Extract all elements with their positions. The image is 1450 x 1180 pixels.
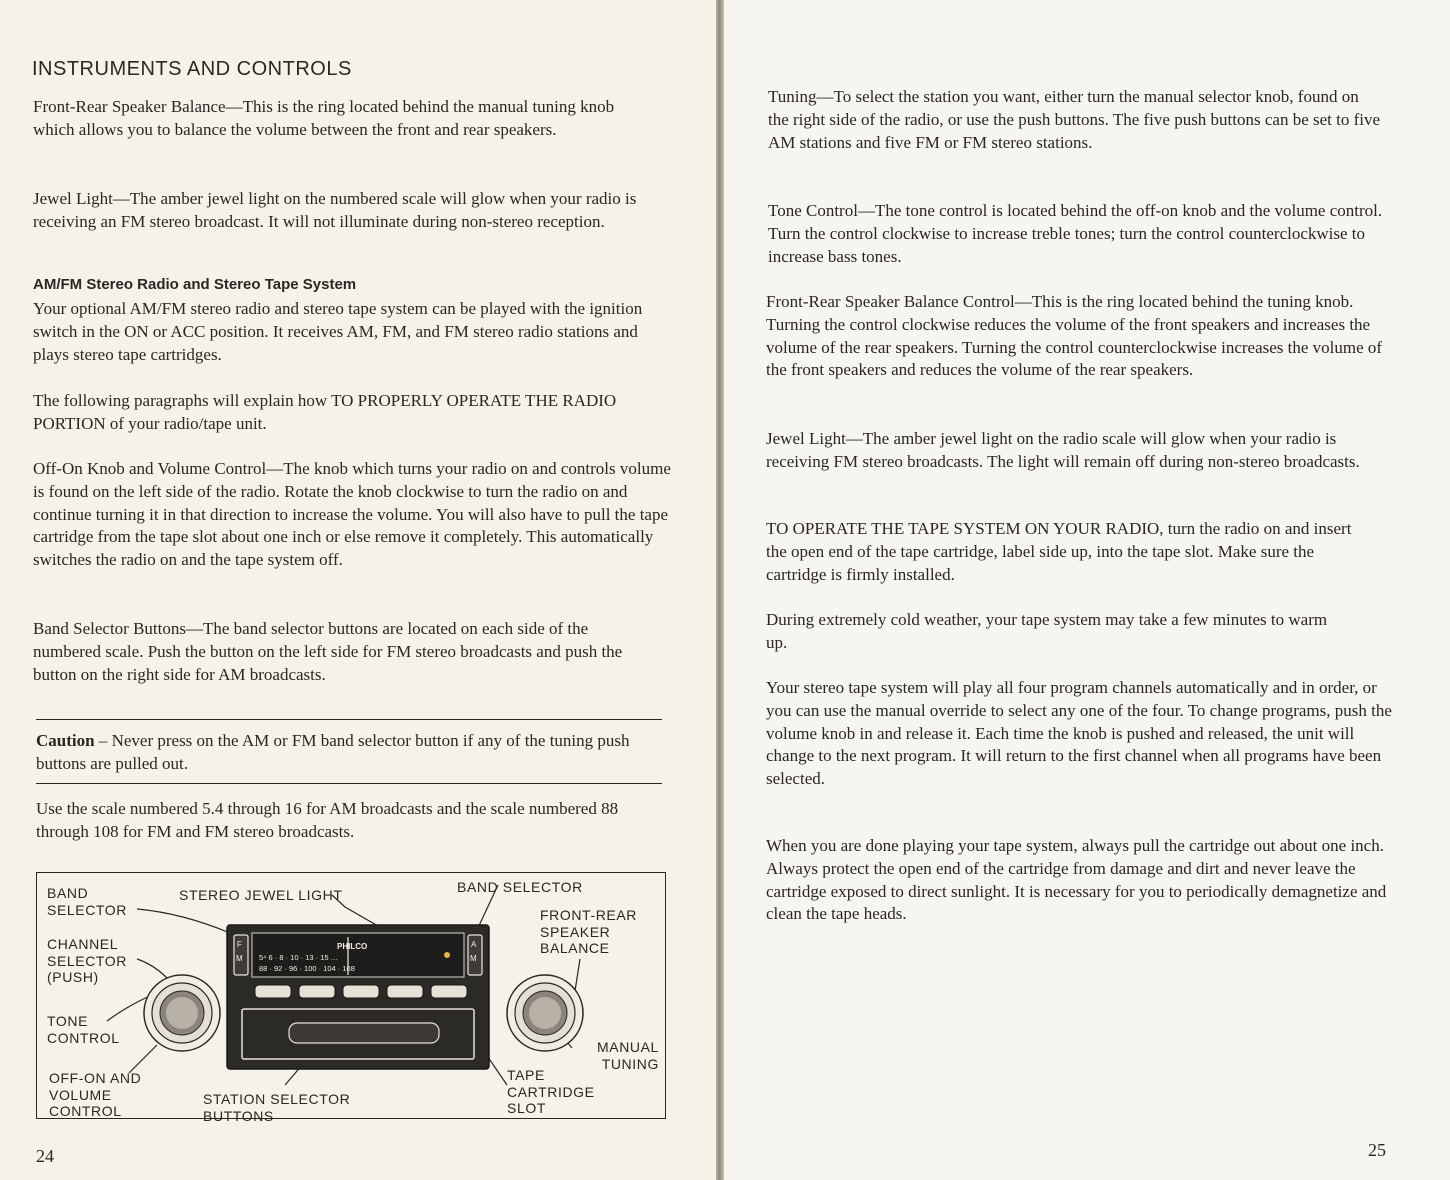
paragraph-scale-numbers: Use the scale numbered 5.4 through 16 for AM broadcasts and the scale numbered 88 through 108 for FM and FM stereo broadcasts.	[36, 799, 619, 841]
fm-scale: 88 · 92 · 96 · 100 · 104 · 108	[259, 964, 355, 973]
caution-note	[36, 730, 666, 776]
paragraph-jewel-light-right: Jewel Light—The amber jewel light on the radio scale will glow when your radio is receiving FM stereo broadcasts. The light will remain off during non-stereo broadcasts.	[766, 429, 1360, 471]
label-channel-selector: CHANNEL SELECTOR (PUSH)	[47, 936, 128, 985]
label-front-rear-speaker-balance: FRONT-REAR SPEAKER BALANCE	[540, 907, 637, 956]
paragraph-band-selector: Band Selector Buttons—The band selector buttons are located on each side of the numbered scale. Push the button on the left side for FM stereo broadcasts and push the button on the right side for AM broadcasts.	[33, 619, 623, 684]
section-subheading: AM/FM Stereo Radio and Stereo Tape System	[33, 276, 357, 293]
knob-texture-left	[166, 997, 198, 1029]
am-band-letter-m: M	[470, 954, 477, 963]
radio-diagram	[36, 872, 666, 1124]
station-button-5[interactable]	[431, 985, 467, 998]
leader-band-selector-left	[137, 909, 230, 933]
label-off-on-volume-control: OFF-ON AND VOLUME CONTROL	[49, 1070, 142, 1119]
label-tape-cartridge-slot: TAPE CARTRIDGE SLOT	[507, 1067, 595, 1116]
left-page	[0, 0, 716, 1180]
station-button-1[interactable]	[255, 985, 291, 998]
paragraph-following-explain: The following paragraphs will explain how TO PROPERLY OPERATE THE RADIO PORTION of your radio/tape unit.	[33, 391, 617, 433]
am-band-letter-a: A	[471, 940, 477, 949]
paragraph-operate-tape-system: TO OPERATE THE TAPE SYSTEM ON YOUR RADIO, turn the radio on and insert the open end of the tape cartridge, label side up, into the tape slot. Make sure the cartridge is firmly installed.	[766, 519, 1352, 584]
label-band-selector-right: BAND SELECTOR	[457, 879, 583, 895]
fm-band-letter-f: F	[237, 940, 242, 949]
label-stereo-jewel-light: STEREO JEWEL LIGHT	[179, 887, 343, 903]
paragraph-tone-control: Tone Control—The tone control is located behind the off-on knob and the volume control. Turn the control clockwise to increase treble tones; turn the control counterclockwise to increase bass tones.	[768, 201, 1383, 266]
label-tone-control: TONE CONTROL	[47, 1013, 120, 1046]
tape-cartridge-slot[interactable]	[289, 1023, 439, 1043]
leader-channel-selector	[137, 959, 170, 981]
label-band-selector-left: BAND SELECTOR	[47, 885, 128, 918]
stereo-jewel-light	[444, 952, 450, 958]
am-scale: 5⁴ 6 · 8 · 10 · 13 · 15 …	[259, 953, 339, 962]
caution-text: – Never press on the AM or FM band selector button if any of the tuning push buttons are pulled out.	[36, 731, 630, 773]
label-manual-tuning: MANUAL TUNING	[597, 1039, 659, 1072]
paragraph-front-rear-speaker-balance: Front-Rear Speaker Balance—This is the ring located behind the manual tuning knob which allows you to balance the volume between the front and rear speakers.	[33, 97, 615, 139]
caution-rule-top	[36, 719, 662, 720]
paragraph-front-rear-balance-control: Front-Rear Speaker Balance Control—This is the ring located behind the tuning knob. Turning the control clockwise reduces the volume of the front speakers and increases the volume of the rear speakers. Turning the control counterclockwise increases the volume of the front speakers and reduces the volume of the rear speakers.	[766, 292, 1383, 380]
radio-brand: PHILCO	[337, 942, 368, 951]
caution-label: Caution	[36, 731, 95, 750]
station-button-3[interactable]	[343, 985, 379, 998]
page-heading: INSTRUMENTS AND CONTROLS	[32, 58, 352, 80]
right-page	[724, 0, 1450, 1180]
paragraph-jewel-light: Jewel Light—The amber jewel light on the numbered scale will glow when your radio is receiving an FM stereo broadcast. It will not illuminate during non-stereo reception.	[33, 189, 637, 231]
paragraph-off-on-knob: Off-On Knob and Volume Control—The knob which turns your radio on and controls volume is found on the left side of the radio. Rotate the knob clockwise to turn the radio on and continue turning it in that direction to increase the volume. You will also have to pull the tape cartridge from the tape slot about one inch or else remove it completely. This automatically switches the radio on and the tape system off.	[33, 459, 671, 570]
caution-rule-bottom	[36, 783, 662, 784]
station-button-4[interactable]	[387, 985, 423, 998]
book-spine	[716, 0, 724, 1180]
leader-off-on-volume	[129, 1045, 157, 1073]
fm-band-letter-m: M	[236, 954, 243, 963]
paragraph-done-playing: When you are done playing your tape system, always pull the cartridge out about one inch. Always protect the open end of the cartridge from damage and dirt and never leave the cartridge exposed to direct sunlight. It is necessary for you to periodically demagnetize and clean the tape heads.	[766, 836, 1387, 924]
label-station-selector-buttons: STATION SELECTOR BUTTONS	[203, 1091, 351, 1124]
page-number-right: 25	[1368, 1140, 1386, 1160]
paragraph-program-channels: Your stereo tape system will play all four program channels automatically and in order, or you can use the manual override to select any one of the four. To change programs, push the volume knob in and release it. Each time the knob is pushed and released, the unit will change to the next program. It will return to the first channel when all programs have been selected.	[766, 678, 1392, 789]
page-number-left: 24	[36, 1146, 54, 1166]
station-button-2[interactable]	[299, 985, 335, 998]
knob-texture-right	[529, 997, 561, 1029]
paragraph-cold-weather: During extremely cold weather, your tape system may take a few minutes to warm up.	[766, 610, 1328, 652]
paragraph-tuning: Tuning—To select the station you want, either turn the manual selector knob, found on the right side of the radio, or use the push buttons. The five push buttons can be set to five AM stations and five FM or FM stereo stations.	[768, 87, 1381, 152]
leader-front-rear-balance	[575, 959, 580, 991]
paragraph-optional-system: Your optional AM/FM stereo radio and stereo tape system can be played with the ignition switch in the ON or ACC position. It receives AM, FM, and FM stereo radio stations and plays stereo tape cartridges.	[33, 299, 643, 364]
